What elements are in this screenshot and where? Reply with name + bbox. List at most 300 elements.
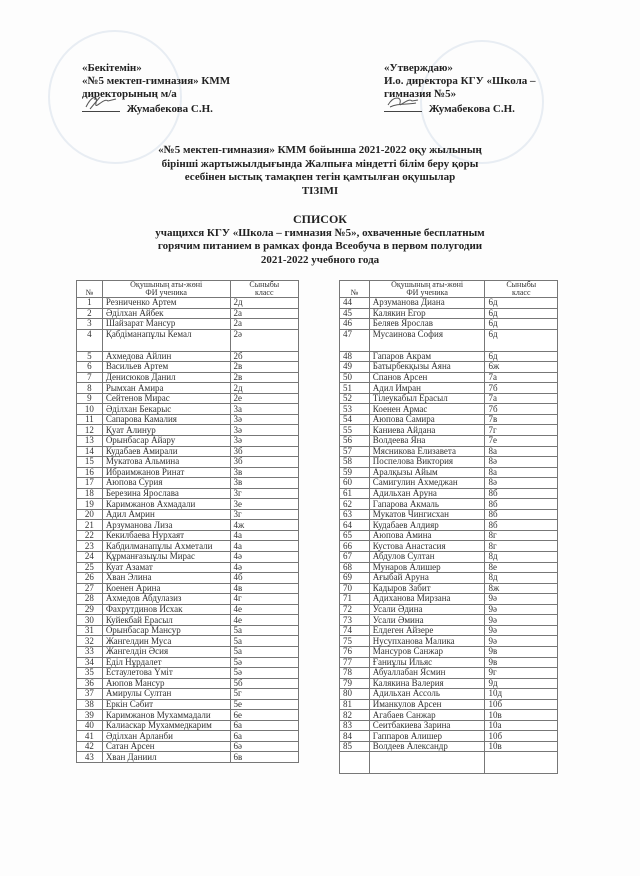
student-class: 9ә (485, 625, 558, 636)
table-row (77, 319, 299, 330)
student-name: Каримжанов Мухаммадали (102, 710, 230, 721)
table-row (77, 329, 299, 351)
student-table-right (339, 280, 558, 774)
student-class: 3ә (230, 414, 298, 425)
student-class: 5ә (230, 657, 298, 668)
student-name: Волдеева Яна (369, 436, 485, 447)
student-name: Беляев Ярослав (369, 319, 485, 330)
row-number: 69 (340, 573, 370, 584)
student-name: Кабдилманапұлы Ахметали (102, 541, 230, 552)
row-number: 83 (340, 720, 370, 731)
student-name: Еділ Нұрдалет (102, 657, 230, 668)
row-number: 23 (77, 541, 103, 552)
student-class: 3в (230, 467, 298, 478)
table-row (77, 467, 299, 478)
student-class: 3а (230, 404, 298, 415)
table-row (77, 457, 299, 468)
table-row (77, 741, 299, 752)
student-name: Денисюков Данил (102, 372, 230, 383)
table-row (77, 541, 299, 552)
student-name: Васильев Артем (102, 362, 230, 373)
row-number: 77 (340, 657, 370, 668)
row-number: 18 (77, 488, 103, 499)
student-name: Ағыбай Аруна (369, 573, 485, 584)
approval-left-line3: директорының м/а (82, 88, 177, 100)
table-row (77, 689, 299, 700)
header-name: Оқушының аты-жөні ФИ ученика (369, 281, 485, 298)
table-row (340, 625, 558, 636)
student-class: 5а (230, 625, 298, 636)
student-name: Мясникова Елизавета (369, 446, 485, 457)
student-name: Куат Азамат (102, 562, 230, 573)
row-number: 76 (340, 646, 370, 657)
student-name: Орынбасар Мансур (102, 625, 230, 636)
student-name: Құрманғазыұлы Мирас (102, 552, 230, 563)
student-class: 3г (230, 509, 298, 520)
row-number: 59 (340, 467, 370, 478)
row-number: 63 (340, 509, 370, 520)
student-name: Ғаниұлы Ильяс (369, 657, 485, 668)
table-row (340, 509, 558, 520)
approval-left-line1: «Бекітемін» (82, 62, 142, 74)
approval-right-line1: «Утверждаю» (384, 62, 453, 74)
student-class: 4а (230, 541, 298, 552)
student-name: Нусупханова Малика (369, 636, 485, 647)
table-row (77, 552, 299, 563)
student-class: 8б (485, 488, 558, 499)
table-header-row (77, 281, 299, 298)
row-number: 49 (340, 362, 370, 373)
table-row (77, 562, 299, 573)
approval-left-line2: «№5 мектеп-гимназия» КММ (82, 75, 231, 87)
row-number: 78 (340, 668, 370, 679)
table-row (340, 646, 558, 657)
row-number: 80 (340, 689, 370, 700)
student-class: 9д (485, 678, 558, 689)
row-number: 2 (77, 308, 103, 319)
row-number: 26 (77, 573, 103, 584)
student-class: 9в (485, 657, 558, 668)
row-number: 64 (340, 520, 370, 531)
student-class: 3в (230, 478, 298, 489)
row-number: 28 (77, 594, 103, 605)
table-row (340, 467, 558, 478)
table-row (77, 499, 299, 510)
table-row (77, 520, 299, 531)
empty-cell (485, 752, 558, 774)
student-class: 7а (485, 372, 558, 383)
row-number: 66 (340, 541, 370, 552)
row-number: 50 (340, 372, 370, 383)
table-row (340, 657, 558, 668)
approval-right-signer: Жумабекова С.Н. (428, 103, 515, 115)
row-number: 9 (77, 393, 103, 404)
student-class: 10б (485, 731, 558, 742)
row-number: 33 (77, 646, 103, 657)
row-number: 17 (77, 478, 103, 489)
row-number: 48 (340, 351, 370, 362)
student-class: 4а (230, 530, 298, 541)
student-class: 8б (485, 499, 558, 510)
student-name: Аюпова Амина (369, 530, 485, 541)
student-name: Каримжанов Ахмадали (102, 499, 230, 510)
table-row (340, 372, 558, 383)
student-class: 4е (230, 615, 298, 626)
title-kz-line2: бірінші жартыжылдығында Жалпыға міндетті білім беру қоры (161, 157, 479, 170)
title-kz-line4: ТІЗІМІ (301, 184, 339, 197)
row-number: 47 (340, 329, 370, 351)
row-number: 31 (77, 625, 103, 636)
table-row (340, 699, 558, 710)
student-class: 8д (485, 552, 558, 563)
student-name: Адиханова Мирзана (369, 594, 485, 605)
student-class: 2д (230, 383, 298, 394)
table-row (77, 636, 299, 647)
student-name: Шайзарат Мансур (102, 319, 230, 330)
row-number: 51 (340, 383, 370, 394)
student-class: 8б (485, 520, 558, 531)
student-class: 9ә (485, 615, 558, 626)
table-row (77, 404, 299, 415)
student-class: 10д (485, 689, 558, 700)
student-name: Кекилбаева Нурхаят (102, 530, 230, 541)
table-row (77, 573, 299, 584)
row-number: 42 (77, 741, 103, 752)
table-row (340, 446, 558, 457)
table-row (340, 710, 558, 721)
student-class: 8а (485, 446, 558, 457)
row-number: 15 (77, 457, 103, 468)
student-class: 9г (485, 668, 558, 679)
row-number: 14 (77, 446, 103, 457)
student-class: 6ә (230, 741, 298, 752)
student-name: Гапаров Акрам (369, 351, 485, 362)
table-row (340, 478, 558, 489)
table-row (340, 741, 558, 752)
table-row (77, 383, 299, 394)
student-class: 8ж (485, 583, 558, 594)
table-row (340, 308, 558, 319)
row-number: 16 (77, 467, 103, 478)
table-row (340, 530, 558, 541)
student-class: 10в (485, 710, 558, 721)
student-name: Тілеукабыл Ерасыл (369, 393, 485, 404)
table-row (340, 583, 558, 594)
empty-cell (340, 752, 370, 774)
student-class: 8а (485, 467, 558, 478)
student-name: Гаппаров Алишер (369, 731, 485, 742)
row-number: 82 (340, 710, 370, 721)
student-class: 9ә (485, 594, 558, 605)
student-name: Абуаллабан Ясмин (369, 668, 485, 679)
approval-block-left (82, 62, 230, 116)
table-row (340, 383, 558, 394)
student-name: Ибраимжанов Ринат (102, 467, 230, 478)
student-class: 7б (485, 383, 558, 394)
student-name: Березина Ярослава (102, 488, 230, 499)
student-name: Арзуманова Лиза (102, 520, 230, 531)
student-name: Мансуров Санжар (369, 646, 485, 657)
row-number: 75 (340, 636, 370, 647)
student-class: 10б (485, 699, 558, 710)
student-class: 7е (485, 436, 558, 447)
row-number: 71 (340, 594, 370, 605)
table-row (77, 604, 299, 615)
title-kazakh (80, 144, 560, 198)
row-number: 74 (340, 625, 370, 636)
row-number: 60 (340, 478, 370, 489)
student-name: Гапарова Акмаль (369, 499, 485, 510)
student-class: 4ж (230, 520, 298, 531)
student-class: 6д (485, 329, 558, 351)
table-row (340, 552, 558, 563)
table-row (77, 720, 299, 731)
row-number: 25 (77, 562, 103, 573)
student-class: 8д (485, 573, 558, 584)
student-class: 2д (230, 298, 298, 309)
title-ru-line2: учащихся КГУ «Школа – гимназия №5», охваченные бесплатным (155, 226, 485, 239)
row-number: 68 (340, 562, 370, 573)
student-class: 3ә (230, 436, 298, 447)
row-number: 4 (77, 329, 103, 351)
student-name: Адильхан Ассоль (369, 689, 485, 700)
table-row (77, 351, 299, 362)
student-class: 10в (485, 741, 558, 752)
student-class: 10а (485, 720, 558, 731)
table-row (340, 393, 558, 404)
student-name: Естаулетова Үміт (102, 668, 230, 679)
table-row (77, 657, 299, 668)
table-row (77, 699, 299, 710)
student-class: 7в (485, 414, 558, 425)
table-row (340, 298, 558, 309)
table-row (77, 583, 299, 594)
table-row (77, 393, 299, 404)
student-class: 6д (485, 319, 558, 330)
student-name: Амирулы Султан (102, 689, 230, 700)
row-number: 6 (77, 362, 103, 373)
student-class: 8г (485, 541, 558, 552)
table-row (77, 530, 299, 541)
row-number: 20 (77, 509, 103, 520)
student-class: 8ә (485, 457, 558, 468)
row-number: 52 (340, 393, 370, 404)
student-class: 7а (485, 393, 558, 404)
title-kz-line3: есебінен ыстық тамақпен тегін қамтылған оқушылар (184, 171, 456, 183)
table-row (77, 425, 299, 436)
row-number: 53 (340, 404, 370, 415)
row-number: 38 (77, 699, 103, 710)
student-name: Агабаев Санжар (369, 710, 485, 721)
row-number: 43 (77, 752, 103, 763)
student-class: 9в (485, 646, 558, 657)
student-name: Аюпова Сурия (102, 478, 230, 489)
row-number: 22 (77, 530, 103, 541)
student-class: 4е (230, 604, 298, 615)
student-class: 4в (230, 583, 298, 594)
row-number: 21 (77, 520, 103, 531)
student-class: 2в (230, 362, 298, 373)
student-class: 6е (230, 710, 298, 721)
student-name: Куйекбай Ерасыл (102, 615, 230, 626)
student-class: 5г (230, 689, 298, 700)
student-name: Адильхан Аруна (369, 488, 485, 499)
student-name: Аюпова Самира (369, 414, 485, 425)
student-name: Батырбекқызы Аяна (369, 362, 485, 373)
table-row (340, 520, 558, 531)
signature-icon (82, 101, 120, 112)
header-num: № (340, 281, 370, 298)
student-name: Самигулин Ахмеджан (369, 478, 485, 489)
table-row (77, 478, 299, 489)
signature-icon (384, 101, 422, 112)
student-name: Арзуманова Диана (369, 298, 485, 309)
table-row (340, 457, 558, 468)
table-row (340, 404, 558, 415)
student-class: 9ә (485, 636, 558, 647)
table-row (340, 362, 558, 373)
table-row (340, 436, 558, 447)
row-number: 67 (340, 552, 370, 563)
row-number: 32 (77, 636, 103, 647)
student-name: Әділхан Арланби (102, 731, 230, 742)
header-name: Оқушының аты-жөні ФИ ученика (102, 281, 230, 298)
student-class: 2а (230, 308, 298, 319)
student-name: Калякин Егор (369, 308, 485, 319)
table-row (340, 425, 558, 436)
row-number: 57 (340, 446, 370, 457)
row-number: 45 (340, 308, 370, 319)
table-row-empty (340, 752, 558, 774)
table-body-right (340, 298, 558, 774)
student-class: 6д (485, 298, 558, 309)
header-class: Сыныбы класс (230, 281, 298, 298)
student-name: Адил Амрин (102, 509, 230, 520)
student-class: 6д (485, 351, 558, 362)
row-number: 84 (340, 731, 370, 742)
student-class: 6а (230, 720, 298, 731)
student-class: 8г (485, 530, 558, 541)
row-number: 3 (77, 319, 103, 330)
student-class: 3б (230, 446, 298, 457)
row-number: 13 (77, 436, 103, 447)
row-number: 72 (340, 604, 370, 615)
row-number: 62 (340, 499, 370, 510)
row-number: 56 (340, 436, 370, 447)
row-number: 7 (77, 372, 103, 383)
row-number: 40 (77, 720, 103, 731)
table-row (340, 689, 558, 700)
row-number: 8 (77, 383, 103, 394)
approval-left-signer: Жумабекова С.Н. (126, 103, 213, 115)
student-name: Рымхан Амира (102, 383, 230, 394)
row-number: 10 (77, 404, 103, 415)
student-name: Кудабаев Амирали (102, 446, 230, 457)
table-row (77, 446, 299, 457)
table-row (340, 319, 558, 330)
table-row (77, 752, 299, 763)
row-number: 70 (340, 583, 370, 594)
table-body-left (77, 298, 299, 763)
table-row (77, 594, 299, 605)
student-name: Аюпов Мансур (102, 678, 230, 689)
student-name: Кустова Анастасия (369, 541, 485, 552)
approval-left-signature-line (82, 101, 230, 116)
student-name: Елдеген Айзере (369, 625, 485, 636)
table-header-row (340, 281, 558, 298)
table-row (77, 646, 299, 657)
row-number: 12 (77, 425, 103, 436)
student-name: Қабдіманапұлы Кемал (102, 329, 230, 351)
student-name: Мукатов Чингисхан (369, 509, 485, 520)
student-class: 6д (485, 308, 558, 319)
student-class: 8б (485, 509, 558, 520)
student-name: Усали Әмина (369, 615, 485, 626)
table-row (340, 678, 558, 689)
student-class: 5е (230, 699, 298, 710)
student-class: 8е (485, 562, 558, 573)
table-row (340, 329, 558, 351)
table-row (77, 615, 299, 626)
student-name: Ахмедова Айлин (102, 351, 230, 362)
table-row (77, 436, 299, 447)
empty-cell (369, 752, 485, 774)
table-row (77, 362, 299, 373)
student-class: 3ә (230, 425, 298, 436)
approval-right-line3: гимназия №5» (384, 88, 457, 100)
approval-block-right (384, 62, 536, 116)
student-class: 3г (230, 488, 298, 499)
student-name: Мусаинова София (369, 329, 485, 351)
table-row (77, 414, 299, 425)
student-name: Кадыров Забит (369, 583, 485, 594)
row-number: 55 (340, 425, 370, 436)
row-number: 34 (77, 657, 103, 668)
student-class: 5б (230, 678, 298, 689)
student-name: Спанов Арсен (369, 372, 485, 383)
row-number: 81 (340, 699, 370, 710)
student-name: Әділхан Айбек (102, 308, 230, 319)
student-name: Усали Әдина (369, 604, 485, 615)
student-name: Сейтенов Мирас (102, 393, 230, 404)
student-name: Иманкулов Арсен (369, 699, 485, 710)
row-number: 1 (77, 298, 103, 309)
row-number: 44 (340, 298, 370, 309)
student-name: Коенен Арина (102, 583, 230, 594)
header-class: Сыныбы класс (485, 281, 558, 298)
student-class: 4ә (230, 562, 298, 573)
row-number: 41 (77, 731, 103, 742)
table-row (340, 562, 558, 573)
student-class: 5а (230, 636, 298, 647)
table-row (77, 731, 299, 742)
student-name: Хван Элина (102, 573, 230, 584)
row-number: 61 (340, 488, 370, 499)
table-row (340, 636, 558, 647)
student-name: Кудабаев Алдияр (369, 520, 485, 531)
student-name: Калякина Валерия (369, 678, 485, 689)
student-class: 4ә (230, 552, 298, 563)
student-name: Әділхан Бекарыс (102, 404, 230, 415)
row-number: 29 (77, 604, 103, 615)
student-class: 9ә (485, 604, 558, 615)
student-class: 6в (230, 752, 298, 763)
student-name: Волдеев Александр (369, 741, 485, 752)
table-row (340, 594, 558, 605)
title-ru-line3: горячим питанием в рамках фонда Всеобуча в первом полугодии (157, 240, 483, 252)
row-number: 36 (77, 678, 103, 689)
row-number: 37 (77, 689, 103, 700)
